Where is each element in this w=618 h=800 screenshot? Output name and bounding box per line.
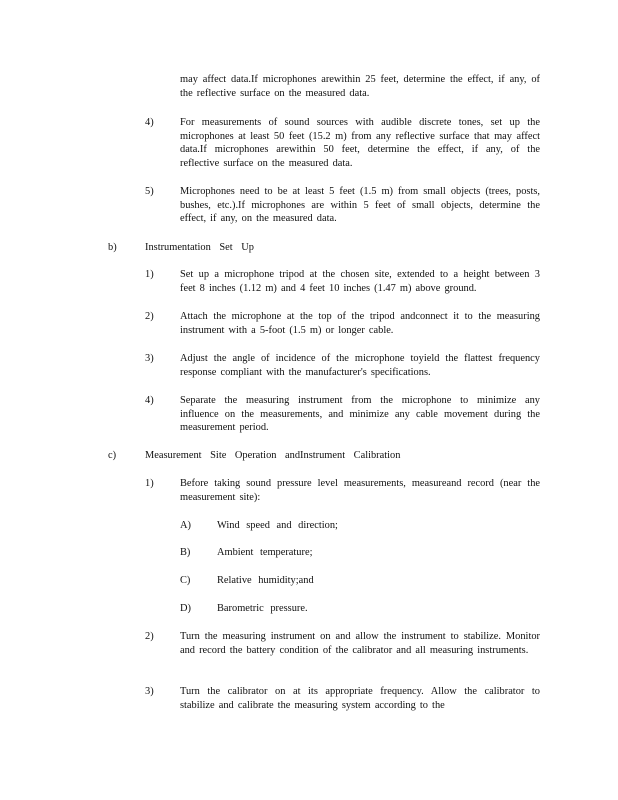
section-label: c) <box>108 450 117 461</box>
item-text: Microphones need to be at least 5 feet (1.5 m) from small objects (trees, posts, bushes, etc.).If microphones are within 5 feet of small objects, determine the effect, if any, on the measured data. <box>180 186 540 225</box>
item-text: Attach the microphone at the top of the tripod andconnect it to the measuring instrument with a 5-foot (1.5 m) or longer cable. <box>180 311 540 336</box>
item-number: 1) <box>145 478 154 489</box>
item-text: For measurements of sound sources with audible discrete tones, set up the microphones at least 50 feet (15.2 m) from any reflective surface that may affect data.If microphones arewithin 50 feet, determine the effect, if any, of the reflective surface on the measured data. <box>180 117 540 169</box>
item-text: Turn the calibrator on at its appropriate frequency. Allow the calibrator to stabilize and calibrate the measuring system according to the <box>180 686 540 711</box>
section-heading: Instrumentation Set Up <box>145 242 254 253</box>
item-number: 3) <box>145 686 154 697</box>
item-text: Turn the measuring instrument on and allow the instrument to stabilize. Monitor and record the battery condition of the calibrator and all measuring instruments. <box>180 631 540 656</box>
item-number: 4) <box>145 117 154 128</box>
subitem-text: Relative humidity;and <box>217 575 314 586</box>
subitem-text: Barometric pressure. <box>217 603 308 614</box>
section-heading: Measurement Site Operation andInstrument Calibration <box>145 450 401 461</box>
item-number: 2) <box>145 631 154 642</box>
item-text: Set up a microphone tripod at the chosen site, extended to a height between 3 feet 8 inches (1.12 m) and 4 feet 10 inches (1.47 m) above ground. <box>180 269 540 294</box>
section-label: b) <box>108 242 117 253</box>
subitem-label: A) <box>180 520 191 531</box>
subitem-label: B) <box>180 547 191 558</box>
subitem-text: Ambient temperature; <box>217 547 313 558</box>
item-number: 2) <box>145 311 154 322</box>
item-text: Adjust the angle of incidence of the microphone toyield the flattest frequency response compliant with the manufacturer's specifications. <box>180 353 540 378</box>
item-number: 5) <box>145 186 154 197</box>
item-number: 1) <box>145 269 154 280</box>
subitem-label: D) <box>180 603 191 614</box>
item-number: 4) <box>145 395 154 406</box>
subitem-label: C) <box>180 575 191 586</box>
subitem-text: Wind speed and direction; <box>217 520 338 531</box>
item-text: Before taking sound pressure level measurements, measureand record (near the measurement site): <box>180 478 540 503</box>
item-number: 3) <box>145 353 154 364</box>
item-text: Separate the measuring instrument from the microphone to minimize any influence on the measurements, and minimize any cable movement during the measurement period. <box>180 395 540 434</box>
item3-continuation: may affect data.If microphones arewithin 25 feet, determine the effect, if any, of the reflective surface on the measured data. <box>180 74 540 99</box>
